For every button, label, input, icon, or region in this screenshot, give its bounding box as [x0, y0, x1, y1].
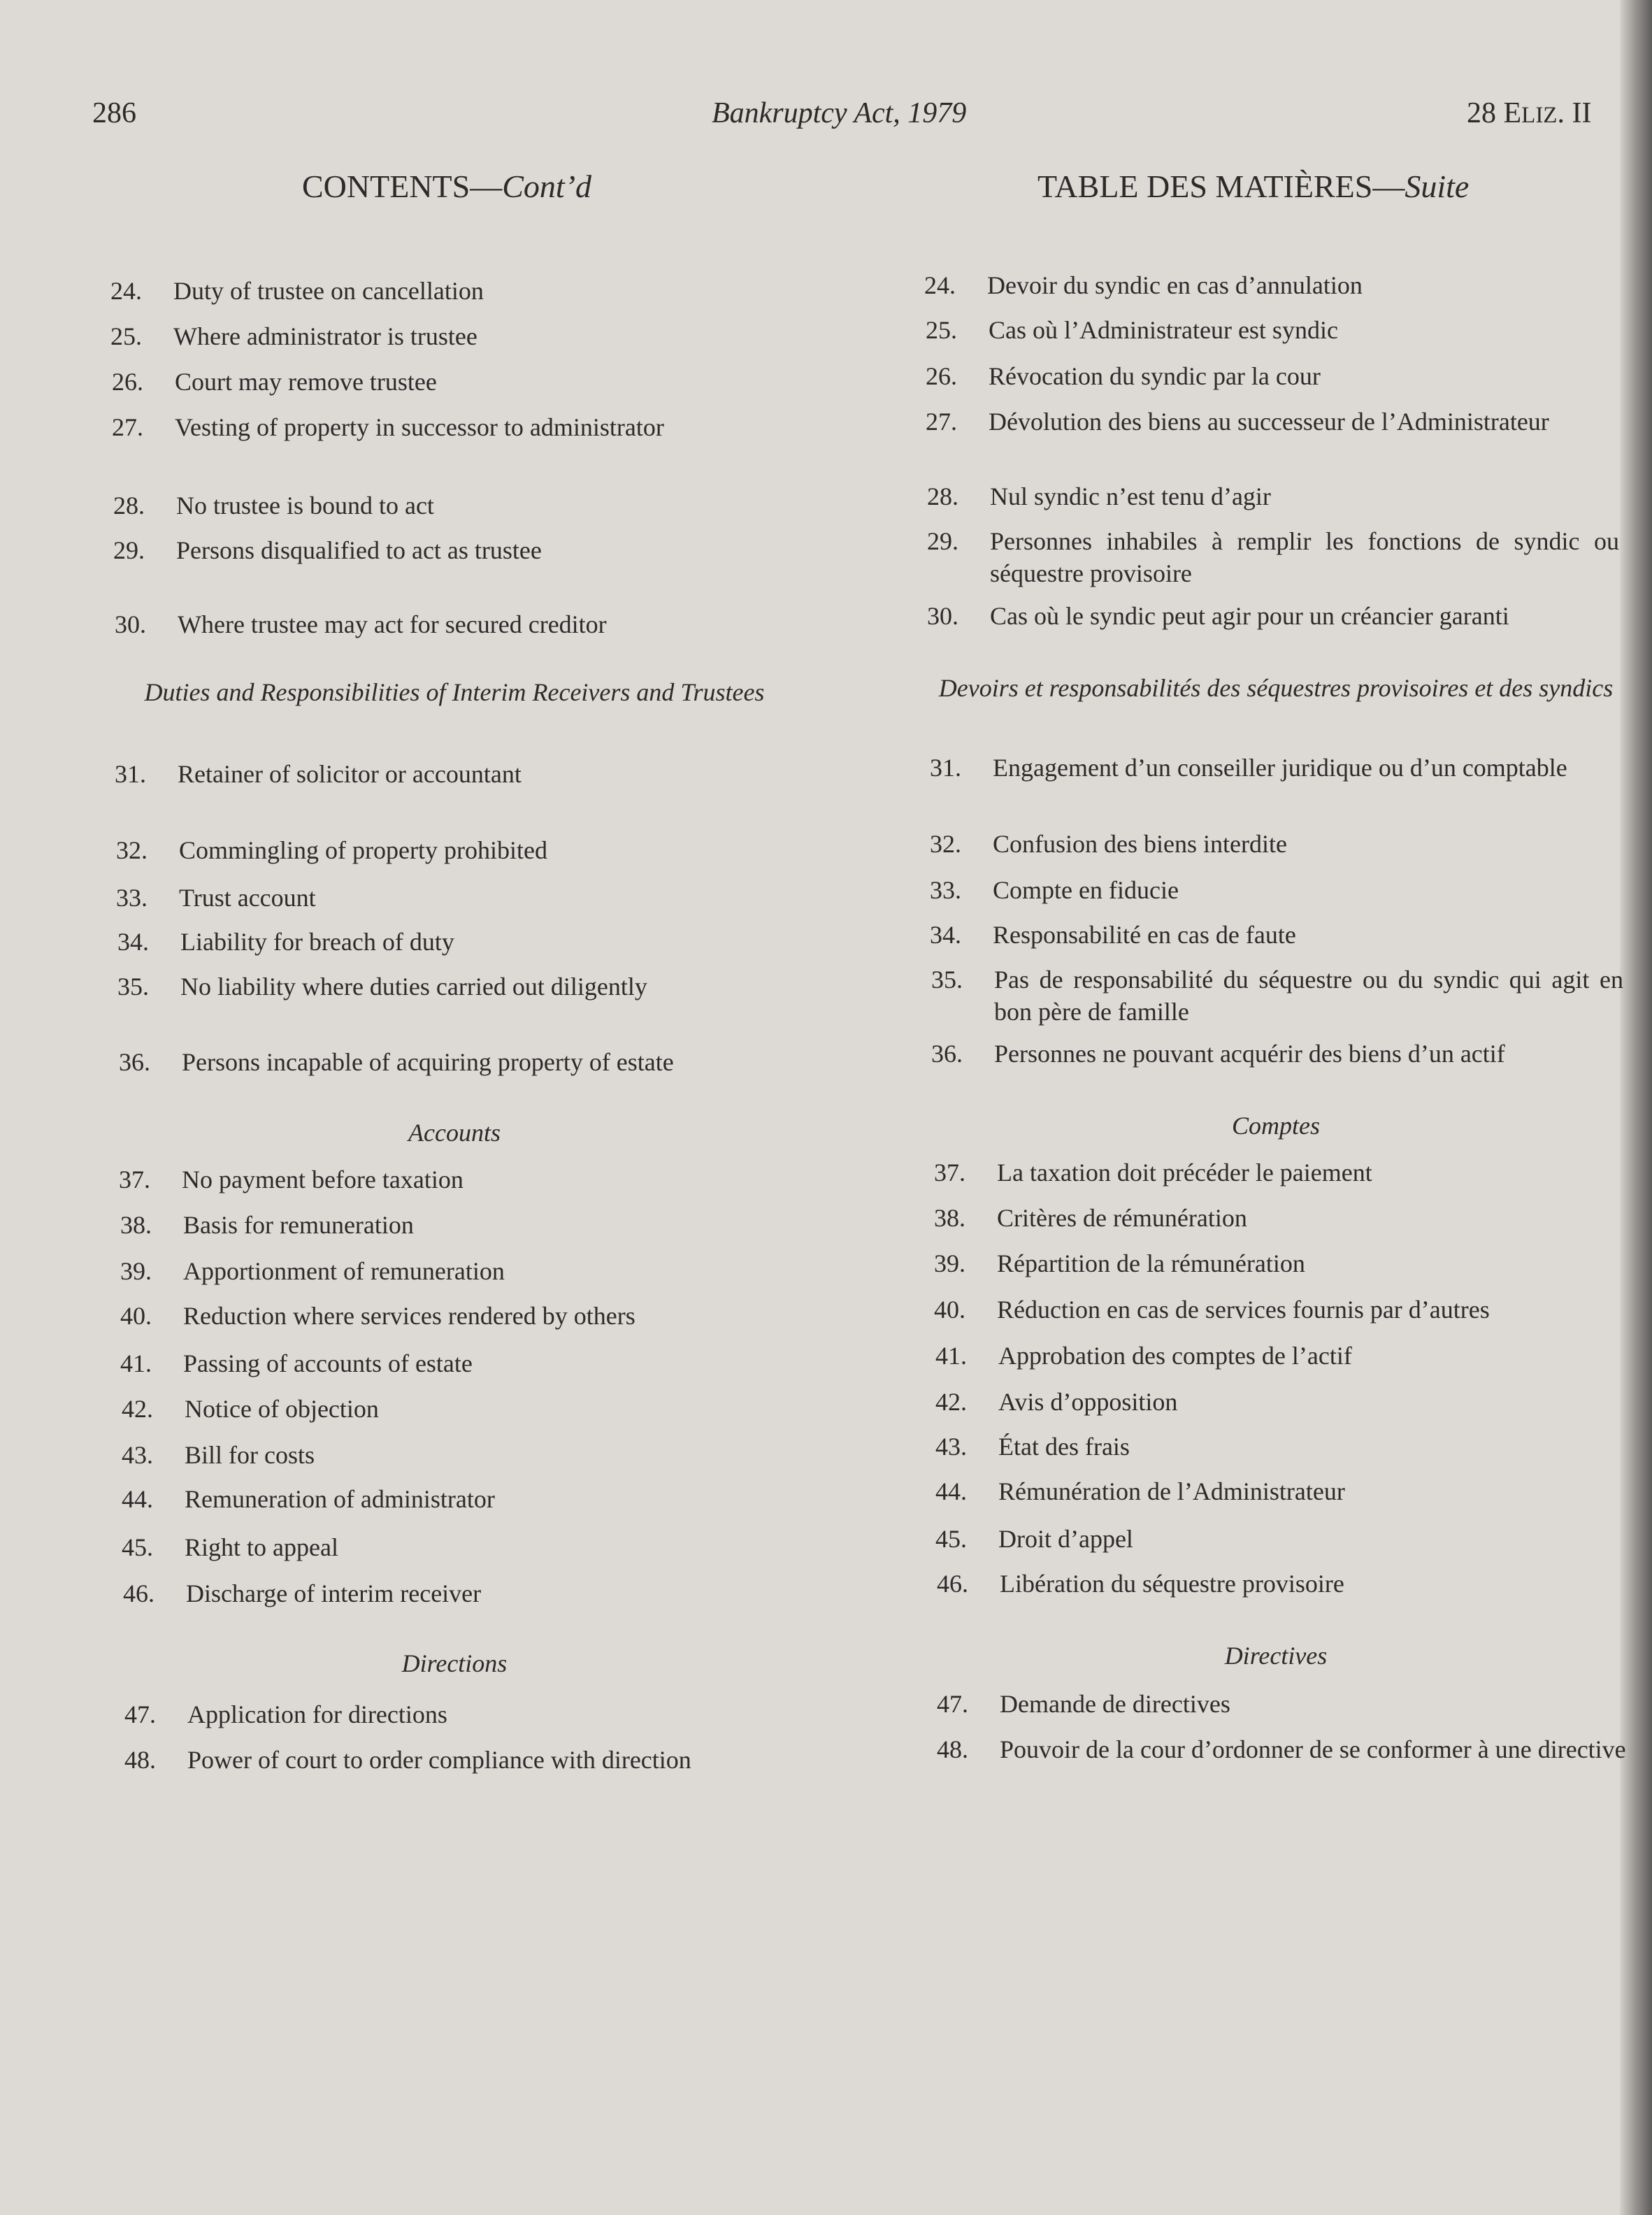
entry-title: Application for directions: [187, 1700, 447, 1728]
entry-title: Libération du séquestre provisoire: [1000, 1570, 1344, 1598]
entry-title: Cas où le syndic peut agir pour un créancier garanti: [990, 602, 1509, 630]
entry-number: 38.: [120, 1211, 152, 1239]
entry-number: 31.: [930, 754, 961, 782]
entry-title: Notice of objection: [185, 1395, 379, 1423]
entry-title: No liability where duties carried out diligently: [180, 973, 647, 1001]
entry-number: 30.: [927, 602, 958, 630]
entry-title: Remuneration of administrator: [185, 1485, 495, 1513]
entry-title: Duty of trustee on cancellation: [173, 277, 484, 305]
entry-title: Réduction en cas de services fournis par d’autres: [997, 1296, 1490, 1324]
entry-number: 37.: [119, 1166, 150, 1193]
section-heading-english: Directions: [401, 1649, 508, 1677]
section-heading-french: Comptes: [1232, 1112, 1320, 1140]
entry-title: Court may remove trustee: [175, 368, 437, 396]
entry-number: 33.: [116, 884, 148, 912]
entry-number: 32.: [116, 836, 148, 864]
entry-number: 30.: [115, 610, 146, 638]
entry-number: 46.: [937, 1570, 968, 1598]
entry-number: 43.: [935, 1433, 967, 1461]
entry-number: 29.: [113, 536, 145, 564]
entry-number: 24.: [924, 271, 956, 299]
entry-number: 25.: [926, 316, 957, 344]
entry-number: 43.: [122, 1441, 153, 1469]
entry-title: Approbation des comptes de l’actif: [998, 1342, 1352, 1370]
entry-number: 31.: [115, 760, 146, 788]
entry-number: 47.: [124, 1700, 156, 1728]
entry-title: Répartition de la rémunération: [997, 1249, 1305, 1277]
entry-title: Pas de responsabilité du séquestre ou du syndic qui agit en bon père de famille: [994, 966, 1623, 1026]
entry-title: Reduction where services rendered by others: [183, 1302, 635, 1330]
entry-number: 32.: [930, 830, 961, 858]
entry-number: 46.: [123, 1579, 155, 1607]
entry-number: 37.: [934, 1159, 965, 1187]
contents-heading: CONTENTS—Cont’d: [302, 169, 592, 204]
entry-number: 39.: [934, 1249, 965, 1277]
entry-number: 41.: [935, 1342, 967, 1370]
entry-number: 44.: [935, 1477, 967, 1505]
entry-title: La taxation doit précéder le paiement: [997, 1159, 1372, 1187]
entry-number: 36.: [931, 1040, 963, 1068]
entry-title: Commingling of property prohibited: [179, 836, 547, 864]
entry-title: Right to appeal: [185, 1533, 338, 1561]
entry-number: 45.: [935, 1525, 967, 1553]
page-edge-shadow: [1620, 0, 1652, 2215]
entry-number: 28.: [113, 492, 145, 519]
entry-title: Persons disqualified to act as trustee: [176, 536, 542, 564]
entry-title: Droit d’appel: [998, 1525, 1133, 1553]
entry-title: Avis d’opposition: [998, 1388, 1178, 1416]
entry-title: Apportionment of remuneration: [183, 1257, 505, 1285]
running-title: Bankruptcy Act, 1979: [712, 97, 967, 129]
entry-number: 40.: [934, 1296, 965, 1324]
section-heading-english: Accounts: [408, 1119, 501, 1147]
entry-number: 24.: [110, 277, 142, 305]
entry-number: 42.: [935, 1388, 967, 1416]
entry-title: Révocation du syndic par la cour: [989, 362, 1321, 390]
entry-title: Critères de rémunération: [997, 1204, 1247, 1232]
section-heading-french: Directives: [1224, 1642, 1328, 1670]
entry-number: 48.: [937, 1735, 968, 1763]
entry-number: 33.: [930, 876, 961, 904]
entry-title: Responsabilité en cas de faute: [993, 921, 1296, 949]
entry-number: 44.: [122, 1485, 153, 1513]
entry-number: 29.: [927, 527, 958, 555]
entry-title: No trustee is bound to act: [176, 492, 434, 519]
entry-number: 41.: [120, 1349, 152, 1377]
section-heading-english: Duties and Responsibilities of Interim Receivers and Trustees: [144, 678, 765, 706]
entry-number: 26.: [926, 362, 957, 390]
entry-number: 42.: [122, 1395, 153, 1423]
entry-title: Power of court to order compliance with direction: [187, 1746, 691, 1774]
entry-title: Confusion des biens interdite: [993, 830, 1287, 858]
entry-title: No payment before taxation: [182, 1166, 464, 1193]
entry-number: 38.: [934, 1204, 965, 1232]
entry-number: 45.: [122, 1533, 153, 1561]
entry-title: État des frais: [998, 1433, 1130, 1461]
entry-title: Trust account: [179, 884, 316, 912]
entry-title: Rémunération de l’Administrateur: [998, 1477, 1345, 1505]
entry-title: Compte en fiducie: [993, 876, 1179, 904]
entry-title: Dévolution des biens au successeur de l’Administrateur: [989, 408, 1549, 436]
entry-number: 35.: [117, 973, 149, 1001]
page-number: 286: [92, 97, 136, 129]
entry-title: Vesting of property in successor to administrator: [175, 413, 664, 441]
entry-title: Pouvoir de la cour d’ordonner de se conformer à une directive: [1000, 1735, 1626, 1763]
entry-title: Demande de directives: [1000, 1690, 1230, 1718]
entry-title: Engagement d’un conseiller juridique ou d’un comptable: [993, 754, 1567, 782]
entry-title: Passing of accounts of estate: [183, 1349, 473, 1377]
entry-number: 25.: [110, 322, 142, 350]
entry-number: 35.: [931, 966, 963, 994]
entry-number: 34.: [117, 928, 149, 956]
entry-number: 28.: [927, 482, 958, 510]
entry-number: 39.: [120, 1257, 152, 1285]
entry-title: Where administrator is trustee: [173, 322, 477, 350]
entry-number: 48.: [124, 1746, 156, 1774]
entry-number: 26.: [112, 368, 143, 396]
table-des-matieres-heading: TABLE DES MATIÈRES—Suite: [1037, 169, 1470, 204]
section-heading-french: Devoirs et responsabilités des séquestres provisoires et des syndics: [938, 674, 1614, 702]
entry-title: Discharge of interim receiver: [186, 1579, 482, 1607]
entry-number: 47.: [937, 1690, 968, 1718]
entry-title: Cas où l’Administrateur est syndic: [989, 316, 1338, 344]
entry-title: Retainer of solicitor or accountant: [178, 760, 522, 788]
entry-number: 40.: [120, 1302, 152, 1330]
entry-title: Personnes ne pouvant acquérir des biens d’un actif: [994, 1040, 1505, 1068]
entry-title: Devoir du syndic en cas d’annulation: [987, 271, 1363, 299]
entry-title: Liability for breach of duty: [180, 928, 454, 956]
entry-title: Bill for costs: [185, 1441, 315, 1469]
entry-title: Basis for remuneration: [183, 1211, 414, 1239]
entry-number: 27.: [926, 408, 957, 436]
entry-title: Where trustee may act for secured creditor: [178, 610, 607, 638]
entry-number: 27.: [112, 413, 143, 441]
entry-title: Nul syndic n’est tenu d’agir: [990, 482, 1271, 510]
entry-title: Personnes inhabiles à remplir les fonctions de syndic ou séquestre provisoire: [990, 527, 1619, 587]
entry-number: 36.: [119, 1048, 150, 1076]
entry-number: 34.: [930, 921, 961, 949]
regnal-year: 28 ELIZ. II: [1467, 97, 1592, 129]
entry-title: Persons incapable of acquiring property of estate: [182, 1048, 674, 1076]
